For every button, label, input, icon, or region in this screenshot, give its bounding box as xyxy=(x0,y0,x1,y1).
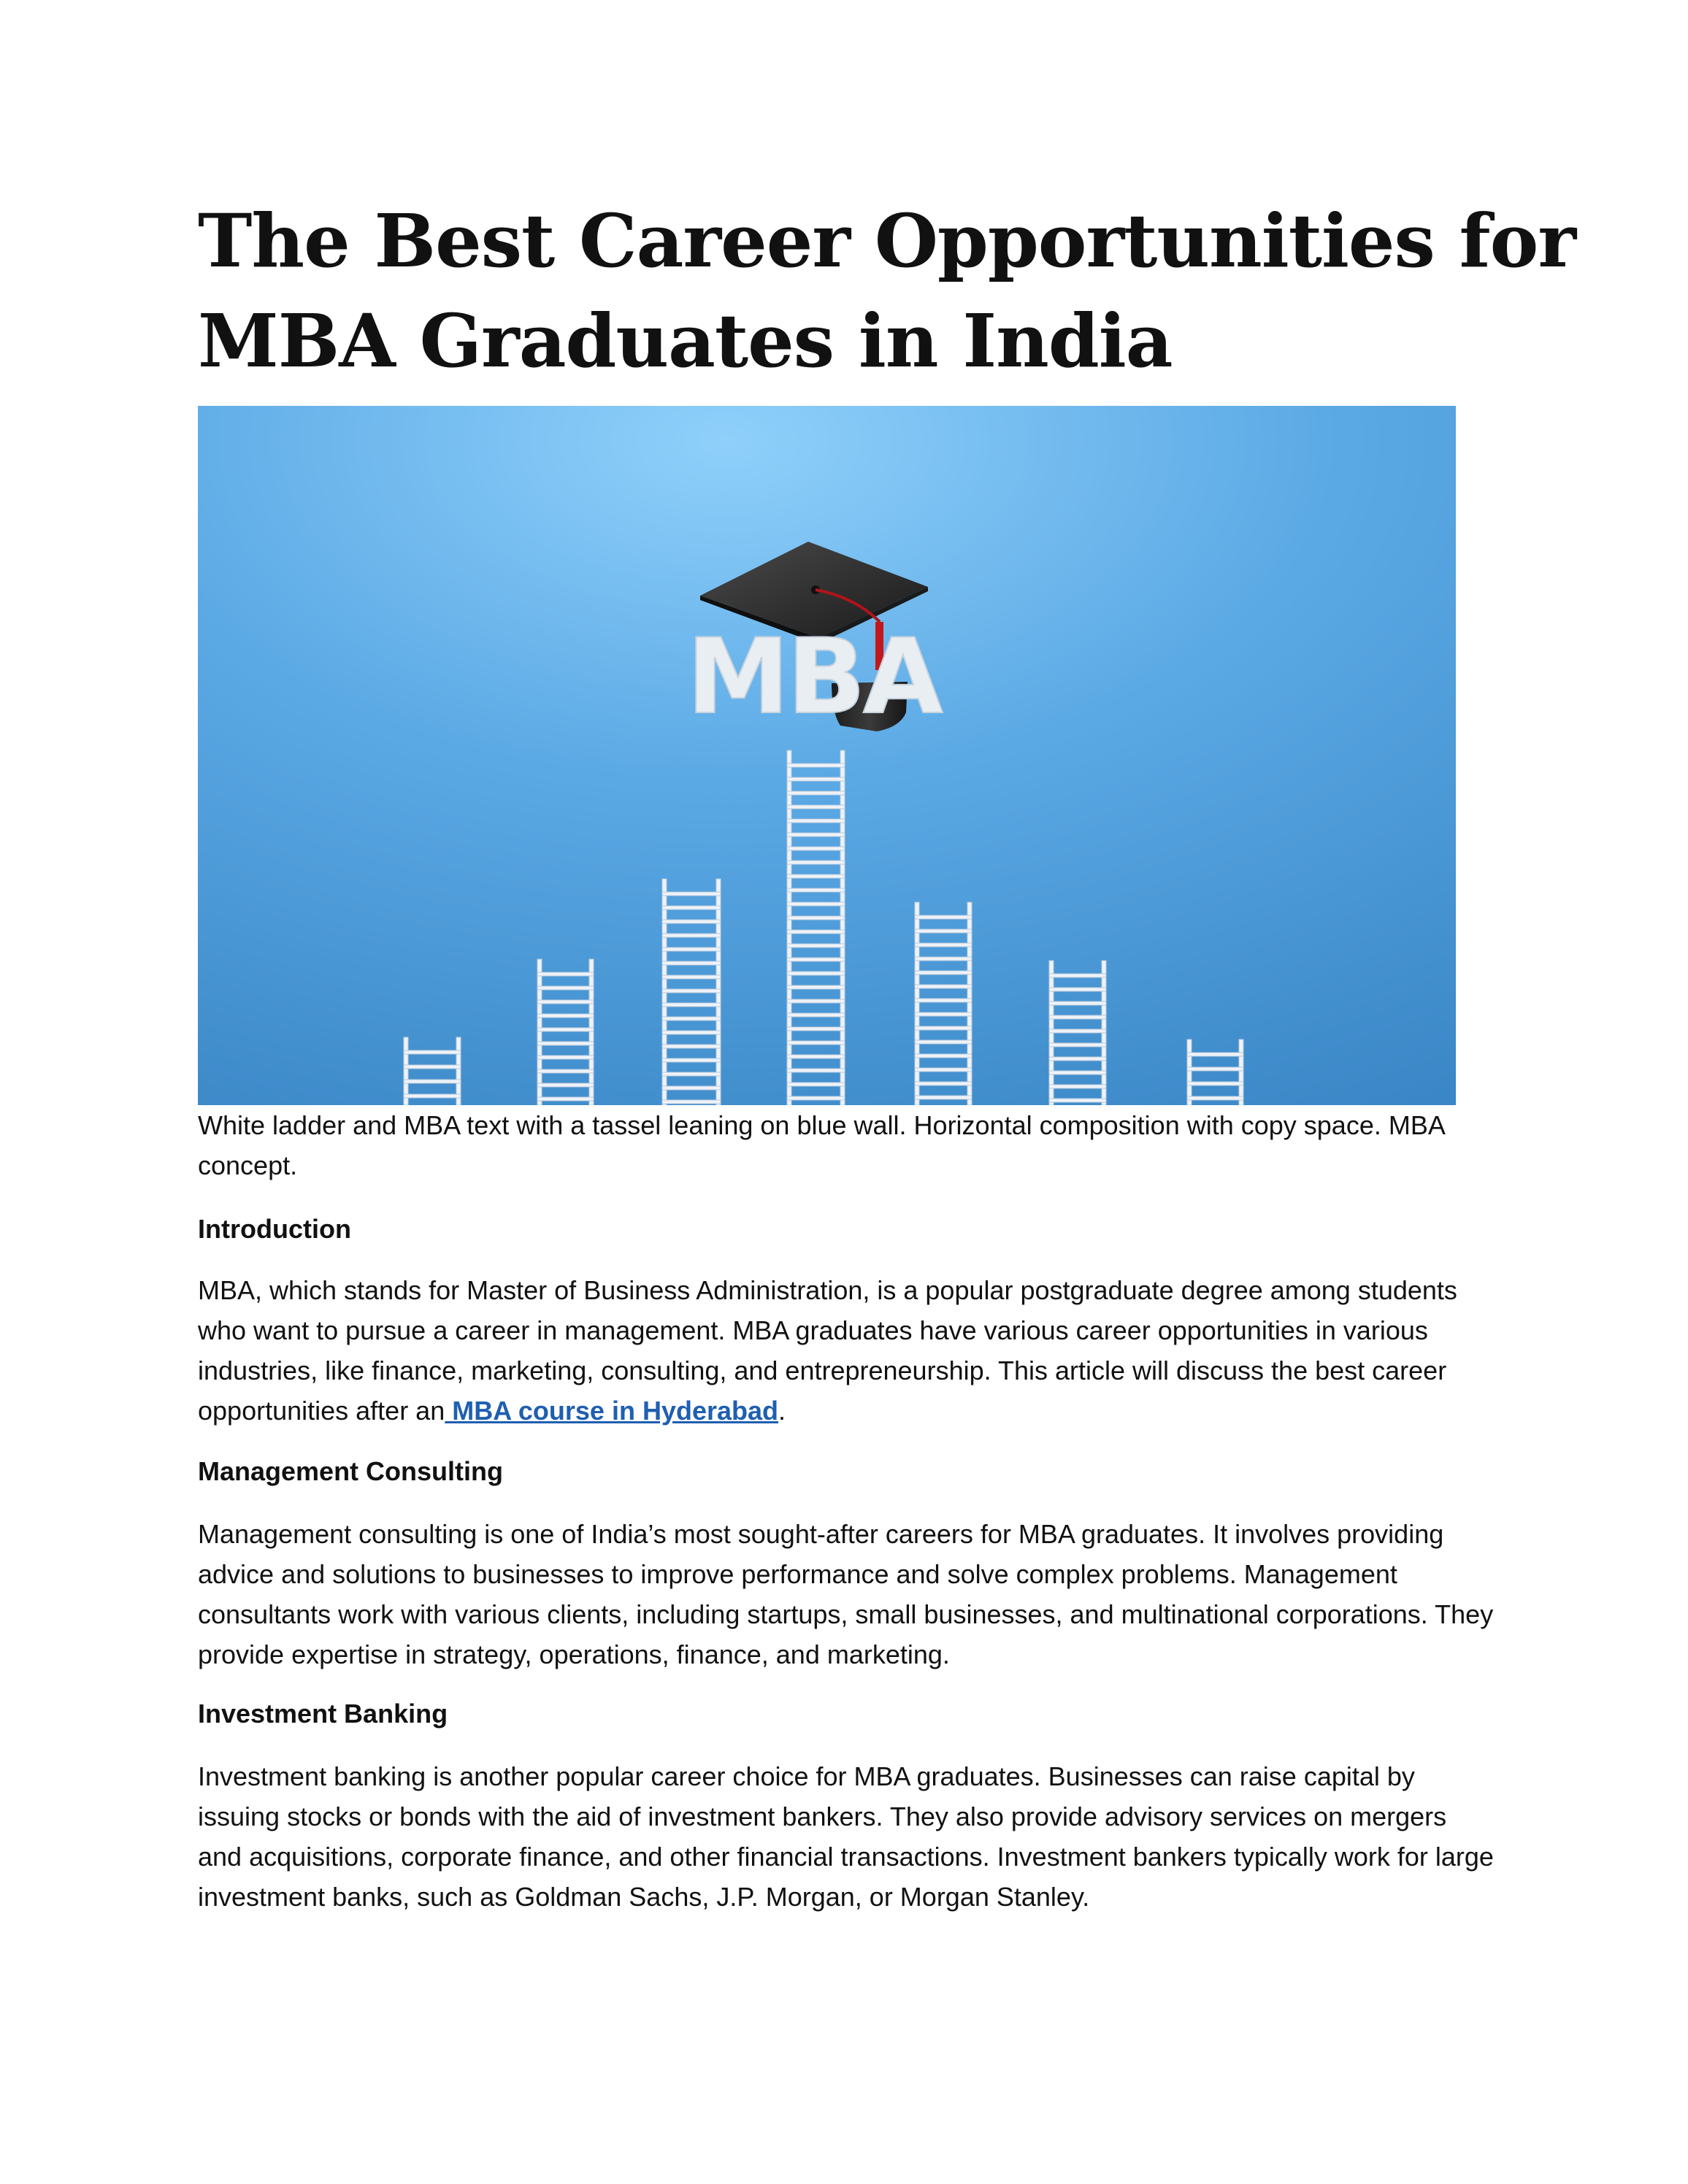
mba-course-link[interactable]: MBA course in Hyderabad xyxy=(445,1396,779,1426)
mba-wall-text: MBA xyxy=(686,617,940,737)
section-body-introduction xyxy=(198,1270,1497,1431)
section-body-management-consulting: Management consulting is one of India’s most sought-after careers for MBA graduates. It involves providing advice and solutions to businesses to improve performance and solve complex problems. Management consultants work with various clients, including startups, small businesses, and multinational corporations. They provide expertise in strategy, operations, finance, and marketing. xyxy=(198,1519,1494,1669)
section-heading-introduction: Introduction xyxy=(198,1214,351,1244)
intro-text: MBA, which stands for Master of Business Administration, is a popular postgraduate degree among students who want to pursue a career in management. MBA graduates have various career opportunities in various industries, like finance, marketing, consulting, and entrepreneurship. This article will discuss the best career opportunities after an xyxy=(198,1275,1457,1426)
page-title: The Best Career Opportunities for MBA Graduates in India xyxy=(198,198,1576,384)
intro-text-end: . xyxy=(778,1396,786,1426)
image-caption: White ladder and MBA text with a tassel leaning on blue wall. Horizontal composition with copy space. MBA concept. xyxy=(198,1110,1444,1180)
section-heading-management-consulting: Management Consulting xyxy=(198,1456,504,1486)
section-heading-investment-banking: Investment Banking xyxy=(198,1699,448,1729)
mba-ladder-illustration xyxy=(198,406,1456,1105)
hero-image xyxy=(198,406,1456,1105)
section-body-investment-banking: Investment banking is another popular career choice for MBA graduates. Businesses can raise capital by issuing stocks or bonds with the aid of investment bankers. They also provide advisory services on mergers and acquisitions, corporate finance, and other financial transactions. Investment bankers typically work for large investment banks, such as Goldman Sachs, J.P. Morgan, or Morgan Stanley. xyxy=(198,1761,1494,1912)
